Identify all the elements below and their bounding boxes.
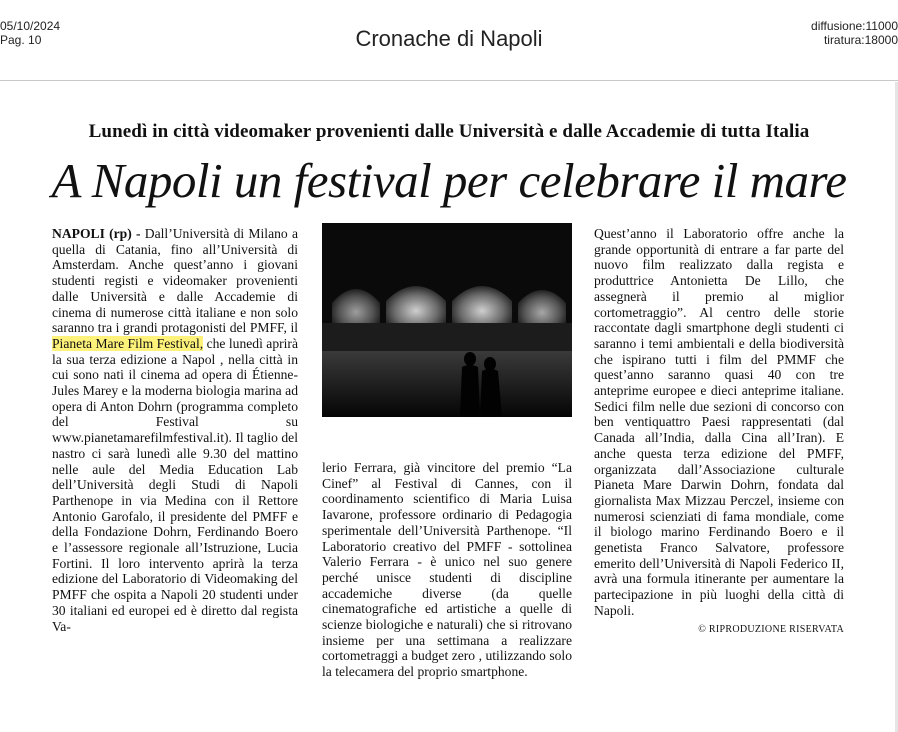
issue-date: 05/10/2024	[0, 19, 61, 33]
copyright-notice: © RIPRODUZIONE RISERVATA	[698, 623, 844, 635]
column-1-text-a: Dall’Università di Milano a quella di Catania, fino all’Università di Amsterdam. Anche quest’anno i giovani studenti registi e videomaker provenienti dalle Università e dalle Accademie di cinema di numerose città italiane e non solo saranno tra i grandi protagonisti del PMFF, il	[52, 226, 298, 336]
article-column-3	[594, 226, 844, 637]
page-number: Pag. 10	[0, 33, 42, 47]
circulation-diffusione: diffusione:11000	[811, 19, 898, 33]
page-header	[0, 0, 898, 81]
publication-name: Cronache di Napoli	[355, 26, 543, 51]
header-meta-right	[811, 19, 898, 47]
column-3-text: Quest’anno il Laboratorio offre anche la grande opportunità di entrare a far parte del nuovo film realizzato dalla regista e produttrice Antonietta De Lillo, che assegnerà il premio al miglior cortometraggio”. Al centro delle storie raccontate dagli smartphone degli studenti ci saranno i temi ambientali e della biodiversità che ispirano tutti i film del PMMF che quest’anno saranno quasi 40 con tre anteprime europee e dieci anteprime italiane. Sedici film nelle due sezioni di concorso con ben ventiquattro Paesi rappresentati (dal Canada all’India, dalla Cina all’Iran). E anche questa terza edizione del PMFF, organizzata dall’Associazione culturale Pianeta Mare Darwin Dohrn, fondata dal giornalista Max Mizzau Perczel, insieme con numerosi scienziati di fama mondiale, come il biologo marino Ferdinando Boero e il genetista Franco Salvatore, professore emerito dell’Università di Napoli Federico II, avrà una formula itinerante per aumentare la partecipazione in più luoghi della città di Napoli.	[594, 226, 844, 618]
article-headline: A Napoli un festival per celebrare il mare	[51, 153, 847, 208]
dateline: NAPOLI (rp) -	[52, 226, 141, 241]
circulation-tiratura: tiratura:18000	[823, 33, 898, 47]
article-kicker: Lunedì in città videomaker provenienti dalle Università e dalle Accademie di tutta Italia	[88, 121, 810, 142]
highlighted-festival-name: Pianeta Mare Film Festival,	[52, 335, 204, 351]
column-1-text-b: che lunedì aprirà la sua terza edizione a Napol , nella città in cui sono nati il cinema ad opera di Étienne-Jules Marey e la moderna biologia marina ad opera di Anton Dohrn (programma completo del Festival su www.pianetamarefilmfestival.it). Il taglio del nastro ci sarà lunedì alle 9.30 del mattino nelle aule del Media Education Lab dell’Università degli Studi di Napoli Parthenope in via Medina con il Rettore Antonio Garofalo, il presidente del PMFF e della Fondazione Dohrn, Ferdinando Boero e l’assessore regionale all’Istruzione, Lucia Fortini. Il loro intervento aprirà la terza edizione del Laboratorio di Videomaking del PMFF che ospita a Napoli 20 studenti under 30 italiani ed europei ed è diretto dal regista Va-	[52, 335, 298, 634]
aquarium-silhouette-photo	[322, 223, 572, 417]
article-column-2: lerio Ferrara, già vincitore del premio “La Cinef” al Festival di Cannes, con il coordinamento scientifico di Maria Luisa Iavarone, professore ordinario di Pedagogia sperimentale dell’Università Parthenope. “Il Laboratorio creativo del PMFF - sottolinea Valerio Ferrara - è unico nel suo genere perché unisce studenti di discipline accademiche diverse (da quelle cinematografiche ed artistiche a quelle di scienze biologiche e naturali) che si ritrovano insieme per una settimana a realizzare cortometraggi a budget zero , utilizzando solo la telecamera del proprio smartphone.	[322, 460, 572, 680]
article-column-1	[52, 226, 298, 634]
article-photo	[322, 223, 572, 417]
